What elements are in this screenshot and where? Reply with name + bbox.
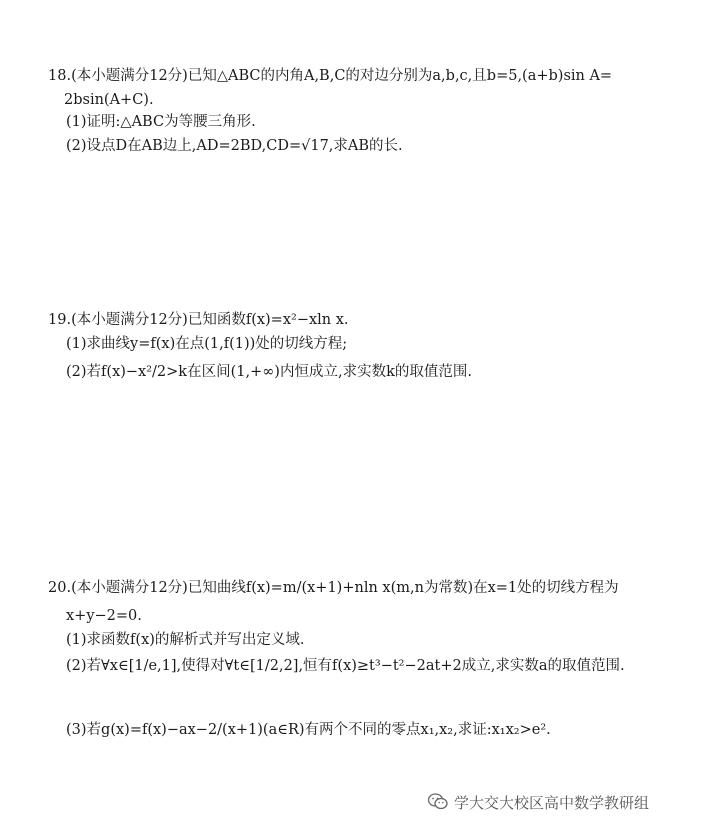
problem-18-part-2: (2)设点D在AB边上,AD=2BD,CD=√17,求AB的长. — [66, 138, 403, 154]
problem-18-stem — [48, 66, 612, 86]
problem-20-stem-cont: x+y−2=0. — [66, 608, 142, 624]
watermark-text: 学大交大校区高中数学教研组 — [454, 794, 650, 812]
problem-18-stem-cont: 2bsin(A+C). — [64, 92, 154, 108]
problem-19-part-2: (2)若f(x)−x²/2>k在区间(1,+∞)内恒成立,求实数k的取值范围. — [66, 364, 472, 380]
problem-20-part-1: (1)求函数f(x)的解析式并写出定义域. — [66, 632, 305, 648]
problem-20-part-2: (2)若∀x∈[1/e,1],使得对∀t∈[1/2,2],恒有f(x)≥t³−t²−2at+2成立,求实数a的取值范围. — [66, 658, 625, 674]
problem-20-header: (本小题满分12分) — [71, 580, 188, 596]
problem-19-header: (本小题满分12分) — [71, 312, 188, 328]
problem-20-number: 20. — [48, 580, 72, 596]
watermark — [428, 792, 649, 814]
problem-19-intro: 已知函数f(x)=x²−xln x. — [187, 312, 349, 328]
problem-18-intro: 已知△ABC的内角A,B,C的对边分别为a,b,c,且b=5,(a+b)sin A= — [187, 68, 613, 84]
problem-19-number: 19. — [48, 312, 72, 328]
problem-19-part-1: (1)求曲线y=f(x)在点(1,f(1))处的切线方程; — [66, 336, 348, 352]
problem-18-number: 18. — [48, 68, 72, 84]
wechat-icon — [428, 793, 448, 814]
problem-18-header: (本小题满分12分) — [71, 68, 188, 84]
problem-20-intro: 已知曲线f(x)=m/(x+1)+nln x(m,n为常数)在x=1处的切线方程为 — [187, 580, 619, 596]
problem-20-part-3: (3)若g(x)=f(x)−ax−2/(x+1)(a∈R)有两个不同的零点x₁,x₂,求证:x₁x₂>e². — [66, 722, 551, 738]
problem-20-stem — [48, 578, 619, 598]
problem-19-stem — [48, 310, 349, 330]
problem-18-part-1: (1)证明:△ABC为等腰三角形. — [66, 114, 256, 130]
